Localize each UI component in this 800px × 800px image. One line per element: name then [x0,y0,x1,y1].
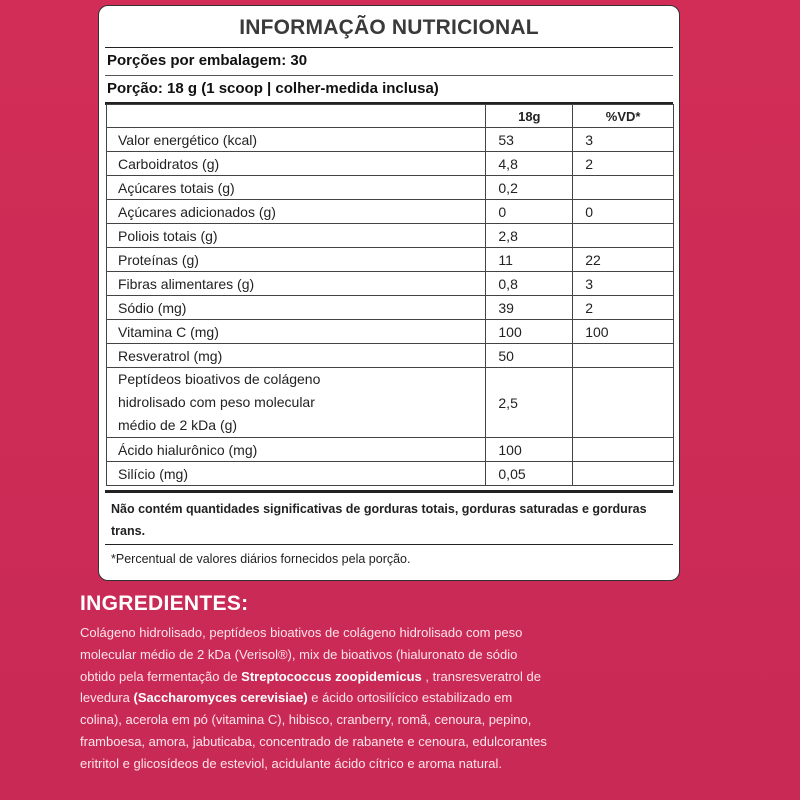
label-title: INFORMAÇÃO NUTRICIONAL [239,16,539,39]
table-header-row [107,105,674,128]
divider-thick [105,490,673,493]
header-nutrient [107,105,486,128]
header-amount: 18g [486,105,573,128]
table-row [107,320,674,344]
ingredients-part: e ácido ortosilícico estabilizado em colina), acerola em pó (vitamina C), hibisco, cranberry, romã, cenoura, pepino, framboesa, amora, jabuticaba, concentrado de rabanete e cenoura, edulcorantes eritritol e glicosídeos de esteviol, acidulante ácido cítrico e aroma natural. [80,690,547,771]
nutrient-name: Resveratrol (mg) [107,344,486,368]
nutrient-dv: 22 [573,248,674,272]
ingredients-bold-species: (Saccharomyces cerevisiae) [133,690,308,706]
nutrient-dv: 2 [573,296,674,320]
nutrient-amount: 0,2 [486,176,573,200]
header-dv: %VD* [573,105,674,128]
serving-size: Porção: 18 g (1 scoop | colher-medida inclusa) [107,80,439,97]
nutrient-name: Poliois totais (g) [107,224,486,248]
nutrient-name: Sódio (mg) [107,296,486,320]
ingredients-text [80,622,550,775]
nutrient-name: Açúcares adicionados (g) [107,200,486,224]
nutrient-amount: 2,8 [486,224,573,248]
nutrient-name: Carboidratos (g) [107,152,486,176]
nutrient-name: Peptídeos bioativos de colágeno hidrolisado com peso molecular médio de 2 kDa (g) [107,368,486,438]
no-significant-note: Não contém quantidades significativas de gorduras totais, gorduras saturadas e gorduras trans. [111,502,647,538]
table-row [107,462,674,486]
nutrient-name: Proteínas (g) [107,248,486,272]
nutrient-amount: 53 [486,128,573,152]
ingredients-title: INGREDIENTES: [80,592,249,615]
nutrient-name: Silício (mg) [107,462,486,486]
table-row [107,200,674,224]
ingredients-bold-species: Streptococcus zoopidemicus [241,668,422,684]
nutrient-amount: 0 [486,200,573,224]
nutrient-amount: 50 [486,344,573,368]
table-row [107,438,674,462]
servings-per-package: Porções por embalagem: 30 [107,52,308,69]
nutrition-table [106,104,674,486]
nutrient-dv: 100 [573,320,674,344]
table-row [107,272,674,296]
table-row [107,248,674,272]
nutrient-dv [573,368,674,438]
ingredients-part: , transresveratrol de levedura [80,668,541,706]
nutrient-dv: 0 [573,200,674,224]
ingredients-part: Colágeno hidrolisado, peptídeos bioativos de colágeno hidrolisado com peso molecular médio de 2 kDa (Verisol®), mix de bioativos (hialuronato de sódio obtido pela fermentação de [80,625,523,684]
divider [105,75,673,76]
nutrient-dv [573,462,674,486]
nutrient-amount: 0,8 [486,272,573,296]
nutrient-amount: 2,5 [486,368,573,438]
table-row [107,368,674,438]
nutrient-name: Valor energético (kcal) [107,128,486,152]
nutrient-amount: 39 [486,296,573,320]
table-row [107,176,674,200]
table-row [107,296,674,320]
nutrient-name: Açúcares totais (g) [107,176,486,200]
table-row [107,128,674,152]
nutrient-dv [573,224,674,248]
nutrient-amount: 4,8 [486,152,573,176]
nutrient-dv: 2 [573,152,674,176]
nutrient-name: Ácido hialurônico (mg) [107,438,486,462]
divider [105,47,673,48]
nutrient-name: Fibras alimentares (g) [107,272,486,296]
nutrient-amount: 100 [486,438,573,462]
divider [105,544,673,545]
nutrient-amount: 11 [486,248,573,272]
table-row [107,152,674,176]
nutrient-dv: 3 [573,128,674,152]
nutrient-dv [573,438,674,462]
nutrient-dv [573,176,674,200]
table-row [107,224,674,248]
dv-footnote: *Percentual de valores diários fornecidos pela porção. [111,552,411,566]
table-row [107,344,674,368]
nutrient-dv [573,344,674,368]
nutrient-amount: 100 [486,320,573,344]
nutrient-dv: 3 [573,272,674,296]
nutrient-amount: 0,05 [486,462,573,486]
nutrient-name: Vitamina C (mg) [107,320,486,344]
